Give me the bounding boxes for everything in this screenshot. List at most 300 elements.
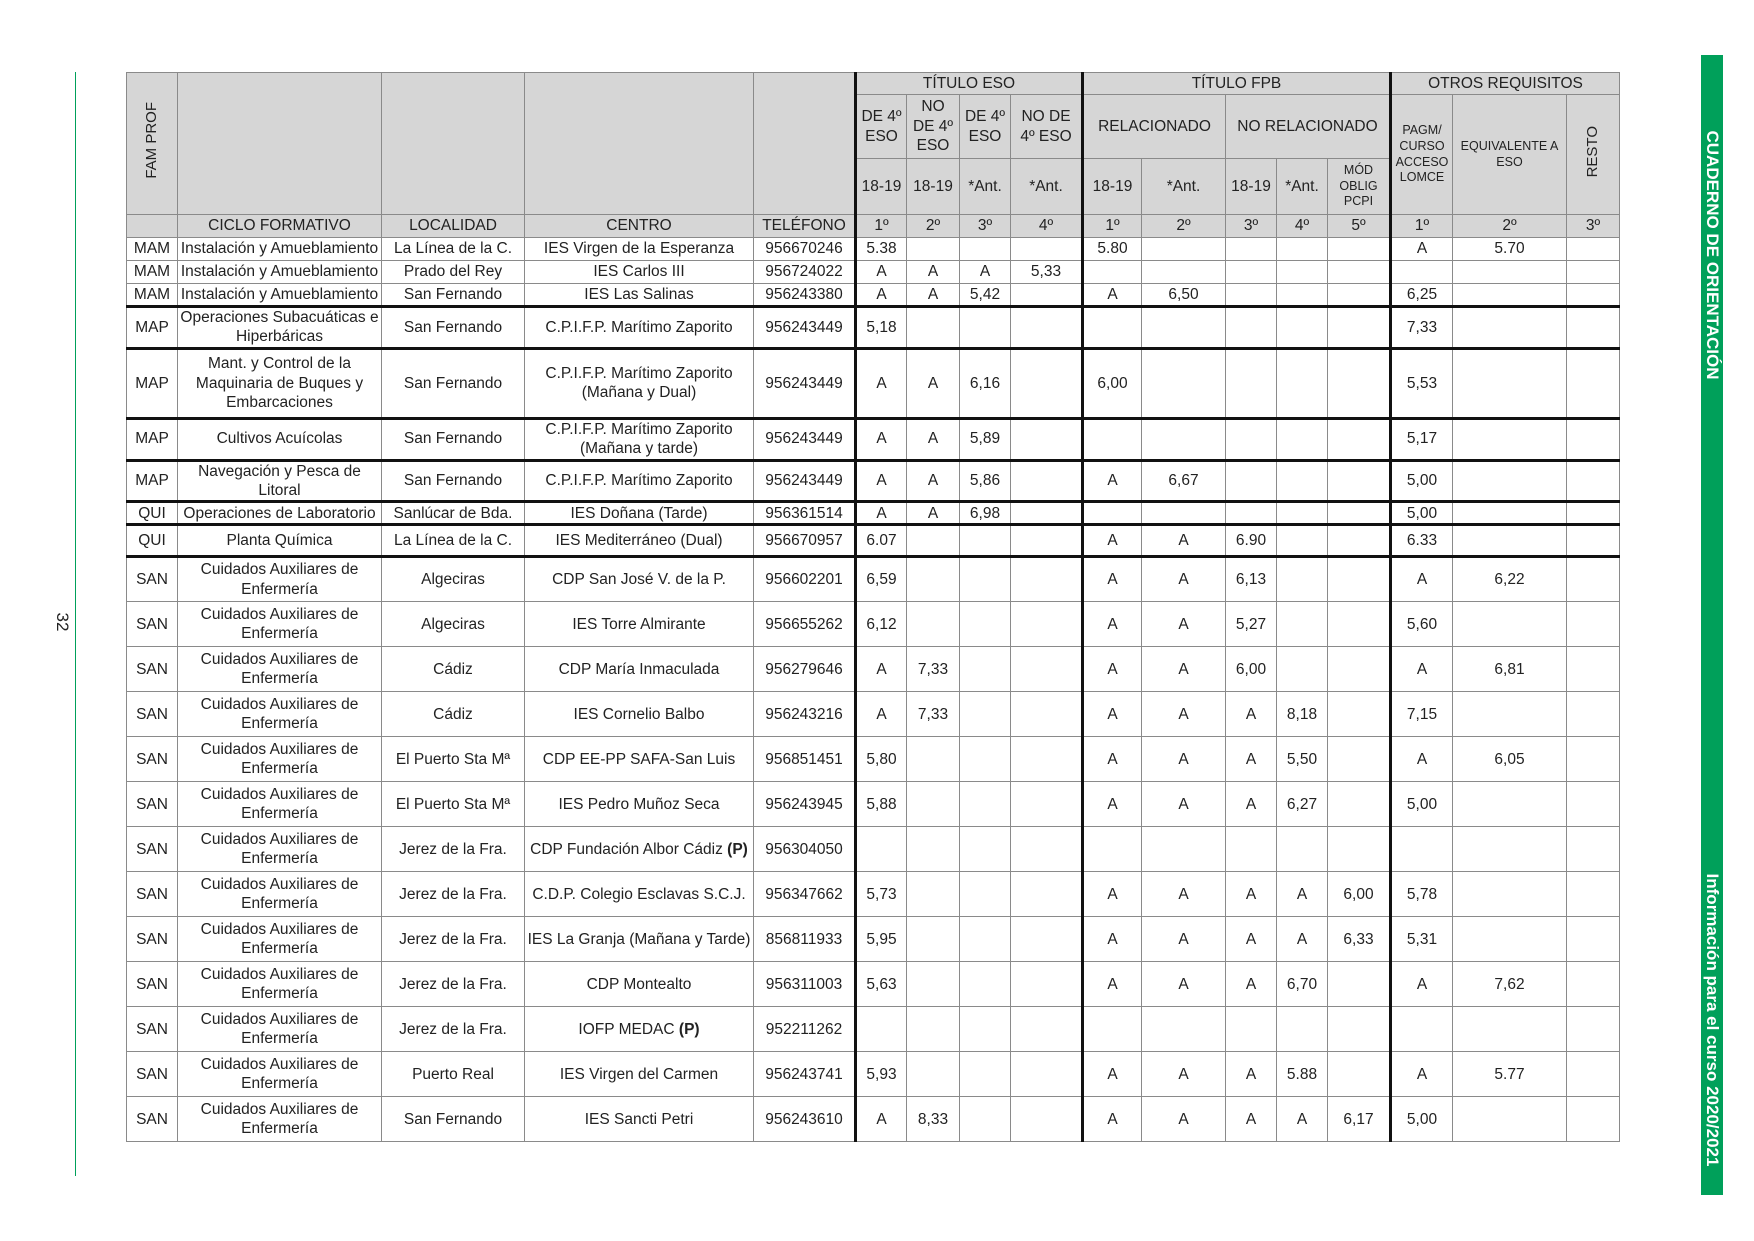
- cell-value: [1083, 827, 1142, 872]
- margin-rule: [75, 72, 76, 1176]
- table-row: [127, 307, 1620, 349]
- cell-value: A: [1142, 1097, 1226, 1142]
- cell-value: 6,50: [1142, 284, 1226, 307]
- cell-localidad: San Fernando: [382, 1097, 525, 1142]
- header-year: 18-19: [1226, 159, 1277, 215]
- cell-value: 7,33: [907, 692, 960, 737]
- cell-value: 6,27: [1277, 782, 1328, 827]
- cell-value: [1453, 525, 1567, 557]
- cell-telefono: 956851451: [754, 737, 856, 782]
- cell-fam-prof: MAP: [127, 348, 178, 418]
- cell-value: A: [907, 348, 960, 418]
- cell-value: [1567, 872, 1620, 917]
- table-row: [127, 460, 1620, 502]
- centro-name: IES La Granja (Mañana y Tarde): [527, 930, 751, 948]
- cell-value: [1083, 1007, 1142, 1052]
- cell-value: 5,80: [856, 737, 907, 782]
- cell-value: [1567, 602, 1620, 647]
- cell-value: [1328, 418, 1391, 460]
- cell-value: [1567, 525, 1620, 557]
- cell-value: [856, 1007, 907, 1052]
- cell-value: A: [1277, 917, 1328, 962]
- cell-telefono: 956724022: [754, 261, 856, 284]
- cell-localidad: Jerez de la Fra.: [382, 872, 525, 917]
- table-row: [127, 1007, 1620, 1052]
- header-pagm: PAGM/ CURSO ACCESO LOMCE: [1391, 95, 1453, 215]
- table-row: [127, 737, 1620, 782]
- header-resto: RESTO: [1567, 95, 1620, 215]
- table-row: [127, 502, 1620, 525]
- cell-fam-prof: MAP: [127, 460, 178, 502]
- cell-value: A: [1083, 284, 1142, 307]
- cell-centro: [525, 238, 754, 261]
- cell-value: 5,31: [1391, 917, 1453, 962]
- cell-localidad: Algeciras: [382, 602, 525, 647]
- table-row: [127, 348, 1620, 418]
- cell-value: [1567, 827, 1620, 872]
- cell-value: 5,33: [1011, 261, 1083, 284]
- cell-ciclo: Cuidados Auxiliares de Enfermería: [178, 602, 382, 647]
- cell-value: 6,00: [1328, 872, 1391, 917]
- header-year: 18-19: [1083, 159, 1142, 215]
- cell-telefono: 956361514: [754, 502, 856, 525]
- cell-value: 6,25: [1391, 284, 1453, 307]
- header-sub: 4º: [1277, 215, 1328, 238]
- cell-value: [1277, 261, 1328, 284]
- centro-name: IES Doñana (Tarde): [570, 504, 708, 522]
- cell-value: [1277, 418, 1328, 460]
- header-de4-eso: DE 4º ESO: [960, 95, 1011, 159]
- table-row: [127, 647, 1620, 692]
- cell-value: [1277, 284, 1328, 307]
- cell-value: [1277, 238, 1328, 261]
- cell-localidad: San Fernando: [382, 460, 525, 502]
- cell-localidad: Prado del Rey: [382, 261, 525, 284]
- cell-value: [1567, 557, 1620, 602]
- cell-value: 8,33: [907, 1097, 960, 1142]
- cell-value: [1011, 1007, 1083, 1052]
- cell-localidad: San Fernando: [382, 307, 525, 349]
- cell-value: [1567, 917, 1620, 962]
- cell-ciclo: Cuidados Auxiliares de Enfermería: [178, 647, 382, 692]
- cell-telefono: 956243610: [754, 1097, 856, 1142]
- cell-value: A: [1226, 692, 1277, 737]
- cell-value: A: [1083, 962, 1142, 1007]
- cell-value: 5,89: [960, 418, 1011, 460]
- table-row: [127, 827, 1620, 872]
- cell-value: [1011, 1052, 1083, 1097]
- cell-value: [1011, 872, 1083, 917]
- cell-value: A: [1226, 782, 1277, 827]
- cell-localidad: San Fernando: [382, 418, 525, 460]
- table-row: [127, 692, 1620, 737]
- cell-value: [1011, 917, 1083, 962]
- cell-value: [1567, 737, 1620, 782]
- header-sub: 2º: [1453, 215, 1567, 238]
- cell-value: [1226, 460, 1277, 502]
- cell-value: 5,78: [1391, 872, 1453, 917]
- cell-value: A: [1083, 525, 1142, 557]
- cell-value: 6,70: [1277, 962, 1328, 1007]
- cell-fam-prof: SAN: [127, 962, 178, 1007]
- cell-value: [1453, 692, 1567, 737]
- cell-value: [1453, 872, 1567, 917]
- cell-value: A: [1142, 782, 1226, 827]
- cell-value: A: [1083, 782, 1142, 827]
- table-row: [127, 917, 1620, 962]
- cell-value: [1142, 827, 1226, 872]
- cell-value: [907, 917, 960, 962]
- cell-value: [1567, 1007, 1620, 1052]
- cell-value: 8,18: [1277, 692, 1328, 737]
- cell-telefono: 856811933: [754, 917, 856, 962]
- cell-value: [1011, 502, 1083, 525]
- cell-value: 6.07: [856, 525, 907, 557]
- cell-value: [907, 1052, 960, 1097]
- cell-value: A: [856, 1097, 907, 1142]
- header-titulo-eso: TÍTULO ESO: [856, 73, 1083, 95]
- table-row: [127, 284, 1620, 307]
- cell-value: 7,33: [907, 647, 960, 692]
- cell-value: [856, 827, 907, 872]
- cell-value: [1226, 418, 1277, 460]
- cell-localidad: San Fernando: [382, 348, 525, 418]
- cell-value: A: [856, 284, 907, 307]
- header-ant: *Ant.: [1277, 159, 1328, 215]
- cell-value: 6.33: [1391, 525, 1453, 557]
- cell-value: [1453, 418, 1567, 460]
- cell-value: 6.90: [1226, 525, 1277, 557]
- cell-value: [1567, 502, 1620, 525]
- cell-value: 5,18: [856, 307, 907, 349]
- cell-localidad: Jerez de la Fra.: [382, 827, 525, 872]
- cell-telefono: 956243449: [754, 460, 856, 502]
- cell-value: [1453, 307, 1567, 349]
- cell-value: [1011, 418, 1083, 460]
- cell-value: A: [1142, 602, 1226, 647]
- cell-localidad: Jerez de la Fra.: [382, 962, 525, 1007]
- cell-value: [1567, 782, 1620, 827]
- header-ciclo: CICLO FORMATIVO: [178, 215, 382, 238]
- cell-fam-prof: SAN: [127, 557, 178, 602]
- cell-ciclo: Cuidados Auxiliares de Enfermería: [178, 737, 382, 782]
- cell-localidad: Algeciras: [382, 557, 525, 602]
- centro-name: IES Sancti Petri: [584, 1110, 694, 1128]
- sidebar-title: CUADERNO DE ORIENTACIÓN: [1703, 130, 1722, 380]
- cell-value: A: [1083, 647, 1142, 692]
- cell-value: 6,81: [1453, 647, 1567, 692]
- cell-value: A: [1142, 737, 1226, 782]
- cell-value: [960, 737, 1011, 782]
- cell-value: A: [856, 348, 907, 418]
- cell-value: [907, 557, 960, 602]
- table-row: [127, 557, 1620, 602]
- cell-value: [1226, 284, 1277, 307]
- cell-value: [1277, 1007, 1328, 1052]
- cell-centro: [525, 348, 754, 418]
- cell-value: [960, 1052, 1011, 1097]
- cell-value: [1011, 307, 1083, 349]
- centro-private-tag: (P): [727, 840, 748, 858]
- cell-centro: [525, 647, 754, 692]
- cell-value: [1328, 261, 1391, 284]
- cell-value: [1083, 418, 1142, 460]
- cell-value: [1328, 348, 1391, 418]
- cell-value: [1328, 1007, 1391, 1052]
- header-placeholder: [178, 73, 382, 215]
- cell-value: [1277, 307, 1328, 349]
- cell-ciclo: Instalación y Amueblamiento: [178, 261, 382, 284]
- sidebar-subtitle: Información para el curso 2020/2021: [1703, 873, 1722, 1167]
- cell-value: A: [1083, 872, 1142, 917]
- cell-fam-prof: SAN: [127, 827, 178, 872]
- cell-value: [960, 1097, 1011, 1142]
- cell-value: A: [1142, 872, 1226, 917]
- cell-telefono: 956311003: [754, 962, 856, 1007]
- header-no-de4-eso: NO DE 4º ESO: [1011, 95, 1083, 159]
- cell-value: A: [907, 284, 960, 307]
- cell-localidad: Puerto Real: [382, 1052, 525, 1097]
- cell-value: 6,13: [1226, 557, 1277, 602]
- centro-name: IES Las Salinas: [584, 285, 694, 303]
- cell-value: [1011, 602, 1083, 647]
- cell-value: [1083, 502, 1142, 525]
- centro-name: C.P.I.F.P. Marítimo Zaporito (Mañana y tarde): [545, 420, 733, 458]
- cell-value: A: [1391, 647, 1453, 692]
- cell-fam-prof: SAN: [127, 1007, 178, 1052]
- centro-name: CDP Montealto: [586, 975, 692, 993]
- cell-telefono: 956279646: [754, 647, 856, 692]
- cell-localidad: San Fernando: [382, 284, 525, 307]
- header-relacionado: RELACIONADO: [1083, 95, 1226, 159]
- cell-value: [960, 872, 1011, 917]
- cell-value: [1011, 284, 1083, 307]
- cell-value: [907, 872, 960, 917]
- cell-value: A: [1391, 737, 1453, 782]
- cell-value: 5.70: [1453, 238, 1567, 261]
- cell-centro: [525, 962, 754, 1007]
- cell-fam-prof: MAP: [127, 307, 178, 349]
- table-header: [127, 73, 1620, 238]
- cell-value: A: [1226, 1097, 1277, 1142]
- cell-value: A: [960, 261, 1011, 284]
- cell-value: A: [907, 502, 960, 525]
- cell-value: A: [907, 418, 960, 460]
- table-row: [127, 872, 1620, 917]
- cell-value: [1142, 348, 1226, 418]
- cell-centro: [525, 827, 754, 872]
- cell-value: [1567, 1097, 1620, 1142]
- cell-value: 7,33: [1391, 307, 1453, 349]
- cell-value: [1226, 1007, 1277, 1052]
- cell-value: A: [1277, 872, 1328, 917]
- cell-telefono: 956243449: [754, 418, 856, 460]
- cell-value: 5,17: [1391, 418, 1453, 460]
- cell-fam-prof: SAN: [127, 647, 178, 692]
- centro-name: IOFP MEDAC: [578, 1020, 675, 1038]
- cell-value: 5,86: [960, 460, 1011, 502]
- cell-value: [960, 782, 1011, 827]
- cell-value: [1226, 307, 1277, 349]
- cell-value: A: [1083, 557, 1142, 602]
- header-centro: CENTRO: [525, 215, 754, 238]
- cell-value: [1453, 1007, 1567, 1052]
- cell-centro: [525, 502, 754, 525]
- cell-ciclo: Cuidados Auxiliares de Enfermería: [178, 917, 382, 962]
- centro-name: CDP EE-PP SAFA-San Luis: [542, 750, 736, 768]
- cell-value: A: [1226, 737, 1277, 782]
- cell-value: [1328, 307, 1391, 349]
- cell-value: 5,00: [1391, 782, 1453, 827]
- table-row: [127, 1097, 1620, 1142]
- cell-value: 5,93: [856, 1052, 907, 1097]
- header-sub: 5º: [1328, 215, 1391, 238]
- cell-value: 5,53: [1391, 348, 1453, 418]
- cell-value: [907, 737, 960, 782]
- cell-value: [960, 692, 1011, 737]
- cell-fam-prof: SAN: [127, 692, 178, 737]
- cell-value: [1328, 602, 1391, 647]
- cell-value: [907, 962, 960, 1007]
- header-sub: 3º: [1567, 215, 1620, 238]
- cell-centro: [525, 782, 754, 827]
- cell-value: A: [1142, 692, 1226, 737]
- header-no-de4-eso: NO DE 4º ESO: [907, 95, 960, 159]
- cell-value: [1277, 525, 1328, 557]
- cell-telefono: 952211262: [754, 1007, 856, 1052]
- cell-value: [960, 557, 1011, 602]
- cell-centro: [525, 525, 754, 557]
- cell-value: 6,00: [1083, 348, 1142, 418]
- centro-name: IES Pedro Muñoz Seca: [558, 795, 720, 813]
- cell-value: 6,98: [960, 502, 1011, 525]
- table-row: [127, 418, 1620, 460]
- cell-value: 6,12: [856, 602, 907, 647]
- cell-value: A: [1142, 647, 1226, 692]
- cell-fam-prof: QUI: [127, 502, 178, 525]
- cell-ciclo: Cuidados Auxiliares de Enfermería: [178, 872, 382, 917]
- cell-value: A: [856, 418, 907, 460]
- centro-name: IES Torre Almirante: [572, 615, 706, 633]
- cell-value: [1226, 827, 1277, 872]
- cell-telefono: 956602201: [754, 557, 856, 602]
- cell-telefono: 956347662: [754, 872, 856, 917]
- cell-value: [1328, 962, 1391, 1007]
- table-row: [127, 1052, 1620, 1097]
- cell-value: [960, 602, 1011, 647]
- cell-localidad: La Línea de la C.: [382, 238, 525, 261]
- cell-value: [1226, 238, 1277, 261]
- cell-telefono: 956243216: [754, 692, 856, 737]
- cell-value: [960, 917, 1011, 962]
- centro-name: CDP San José V. de la P.: [552, 571, 726, 589]
- cell-value: [1328, 284, 1391, 307]
- cell-value: 6,59: [856, 557, 907, 602]
- header-de4-eso: DE 4º ESO: [856, 95, 907, 159]
- cell-value: [1226, 261, 1277, 284]
- centro-name: C.D.P. Colegio Esclavas S.C.J.: [532, 885, 746, 903]
- header-placeholder: [382, 73, 525, 215]
- cell-value: 5,88: [856, 782, 907, 827]
- header-no-relacionado: NO RELACIONADO: [1226, 95, 1391, 159]
- cell-telefono: 956243449: [754, 307, 856, 349]
- cell-ciclo: Mant. y Control de la Maquinaria de Buques y Embarcaciones: [178, 348, 382, 418]
- cell-value: 5,00: [1391, 460, 1453, 502]
- centro-name: IES Virgen del Carmen: [559, 1065, 719, 1083]
- cell-ciclo: Navegación y Pesca de Litoral: [178, 460, 382, 502]
- cell-value: [1328, 782, 1391, 827]
- header-placeholder: [754, 73, 856, 215]
- table-body: [127, 238, 1620, 1142]
- cell-value: A: [1142, 917, 1226, 962]
- cell-value: A: [856, 502, 907, 525]
- cell-ciclo: Cuidados Auxiliares de Enfermería: [178, 1052, 382, 1097]
- header-otros-requisitos: OTROS REQUISITOS: [1391, 73, 1620, 95]
- cell-value: 6,33: [1328, 917, 1391, 962]
- cell-telefono: 956243741: [754, 1052, 856, 1097]
- cell-ciclo: Operaciones de Laboratorio: [178, 502, 382, 525]
- cell-value: 5,50: [1277, 737, 1328, 782]
- cell-value: [1011, 692, 1083, 737]
- cell-value: [1142, 307, 1226, 349]
- cell-fam-prof: SAN: [127, 602, 178, 647]
- cell-value: [907, 238, 960, 261]
- cell-ciclo: Cuidados Auxiliares de Enfermería: [178, 557, 382, 602]
- cell-localidad: El Puerto Sta Mª: [382, 782, 525, 827]
- cell-value: [1328, 692, 1391, 737]
- header-sub: 1º: [1391, 215, 1453, 238]
- cell-value: A: [1083, 1097, 1142, 1142]
- cell-value: 5,42: [960, 284, 1011, 307]
- cell-value: A: [1083, 460, 1142, 502]
- cell-value: [1328, 557, 1391, 602]
- cell-value: [907, 307, 960, 349]
- cell-value: [1453, 827, 1567, 872]
- cell-telefono: 956243945: [754, 782, 856, 827]
- sidebar-band: [1701, 55, 1723, 1195]
- cell-localidad: Jerez de la Fra.: [382, 1007, 525, 1052]
- table-row: [127, 782, 1620, 827]
- header-localidad: LOCALIDAD: [382, 215, 525, 238]
- cell-value: 5,63: [856, 962, 907, 1007]
- cell-value: A: [1226, 1052, 1277, 1097]
- centro-name: CDP María Inmaculada: [558, 660, 720, 678]
- cell-value: [1011, 525, 1083, 557]
- cell-value: A: [856, 460, 907, 502]
- cell-value: A: [1277, 1097, 1328, 1142]
- cell-value: 5,00: [1391, 502, 1453, 525]
- cell-telefono: 956243380: [754, 284, 856, 307]
- cell-value: [1567, 962, 1620, 1007]
- cell-value: [1277, 502, 1328, 525]
- cell-fam-prof: MAM: [127, 284, 178, 307]
- header-titulo-fpb: TÍTULO FPB: [1083, 73, 1391, 95]
- cell-value: 5,73: [856, 872, 907, 917]
- cell-centro: [525, 1007, 754, 1052]
- admissions-table: [126, 72, 1620, 1142]
- cell-localidad: Cádiz: [382, 692, 525, 737]
- header-telefono: TELÉFONO: [754, 215, 856, 238]
- cell-value: [1277, 602, 1328, 647]
- cell-fam-prof: SAN: [127, 917, 178, 962]
- cell-fam-prof: SAN: [127, 1052, 178, 1097]
- cell-value: 6,05: [1453, 737, 1567, 782]
- cell-value: [1011, 348, 1083, 418]
- cell-value: [1328, 525, 1391, 557]
- header-sub: 1º: [1083, 215, 1142, 238]
- cell-value: [960, 962, 1011, 1007]
- table-row: [127, 238, 1620, 261]
